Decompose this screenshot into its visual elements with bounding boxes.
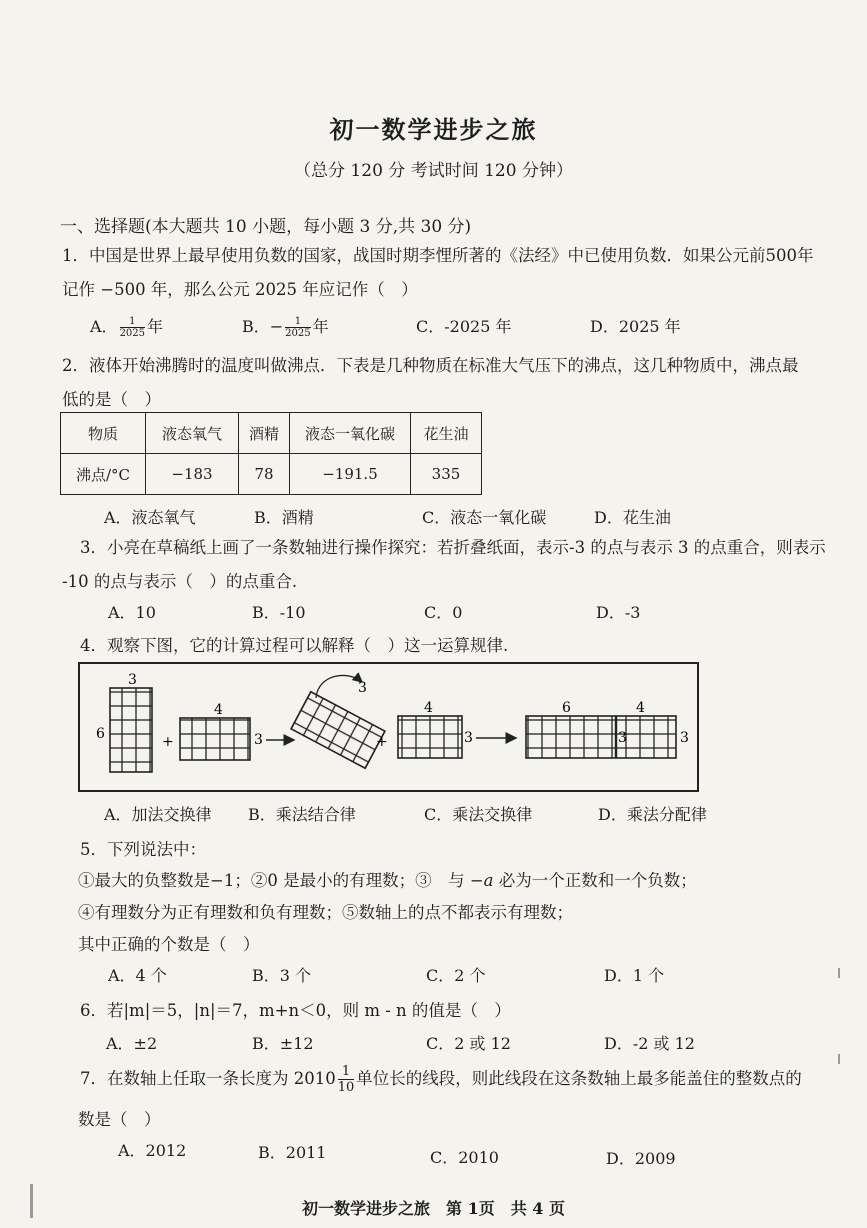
g5-top-left-label: 6 [562, 700, 571, 716]
q1-option-a-prefix: A． [90, 317, 118, 336]
q7-option-a[interactable]: A．2012 [118, 1141, 187, 1160]
q5-option-a[interactable]: A．4 个 [108, 966, 167, 985]
q3-option-d[interactable]: D．-3 [596, 603, 641, 622]
q1-option-c[interactable]: C．-2025 年 [416, 317, 512, 336]
table-cell: 78 [239, 454, 290, 495]
table-cell: 花生油 [411, 413, 482, 454]
grid-3x6 [110, 688, 152, 772]
grid-diagram [80, 664, 697, 790]
q5-statement-part: 必为一个正数和一个负数； [493, 871, 697, 890]
grid-rotated [291, 692, 385, 769]
q1-option-b-prefix: B．− [242, 317, 284, 336]
q1-option-a-suffix: 年 [147, 317, 164, 336]
grid-4x3 [398, 716, 462, 758]
q1-stem-line1: 1．中国是世界上最早使用负数的国家，战国时期李悝所著的《法经》中已使用负数．如果公元前500年 [62, 246, 814, 265]
q2-stem-line2: 低的是（ ） [62, 390, 161, 409]
q1-stem-line2: 记作 −500 年，那么公元 2025 年应记作（ ） [62, 280, 418, 299]
g5-mid-label: 3 [618, 730, 627, 746]
table-cell: 酒精 [239, 413, 290, 454]
page-footer: 初一数学进步之旅 第 1页 共 4 页 [302, 1199, 565, 1218]
q4-option-c[interactable]: C．乘法交换律 [424, 805, 533, 824]
q1-option-d[interactable]: D．2025 年 [590, 317, 681, 336]
q5-variable: −a [469, 871, 494, 890]
grid-4x3 [180, 718, 250, 760]
q5-stem-line4: 其中正确的个数是（ ） [78, 935, 260, 954]
table-cell: 沸点/°C [61, 454, 146, 495]
table-cell: −183 [146, 454, 239, 495]
q1-option-b[interactable] [242, 314, 329, 339]
q3-option-a[interactable]: A．10 [108, 603, 156, 622]
g4-side-label: 3 [464, 730, 473, 746]
q7-stem-line1 [80, 1064, 802, 1095]
g5-top-right-label: 4 [636, 700, 645, 716]
g4-top-label: 4 [424, 700, 433, 716]
g2-top-label: 4 [214, 702, 223, 718]
q2-option-c[interactable]: C．液态一氧化碳 [422, 508, 547, 527]
scan-mark [838, 968, 840, 978]
table-row [61, 454, 482, 495]
q4-figure [78, 662, 699, 792]
q5-statement-part: ①最大的负整数是−1；②0 是最小的有理数；③ 与 [78, 871, 470, 890]
scan-mark [30, 1184, 33, 1218]
plus-sign: + [162, 734, 174, 750]
q6-option-b[interactable]: B．±12 [252, 1034, 314, 1053]
q7-fraction: $\frac{1}{10}$ [337, 1064, 355, 1095]
q5-stem-line1: 5．下列说法中： [80, 840, 206, 859]
q4-option-a[interactable]: A．加法交换律 [104, 805, 212, 824]
table-cell: 液态氧气 [146, 413, 239, 454]
table-cell: 液态一氧化碳 [290, 413, 411, 454]
q5-option-b[interactable]: B．3 个 [252, 966, 312, 985]
q3-option-b[interactable]: B．-10 [252, 603, 306, 622]
table-row [61, 413, 482, 454]
q7-option-d[interactable]: D．2009 [606, 1149, 676, 1168]
q1-option-a[interactable] [90, 314, 163, 339]
q5-option-c[interactable]: C．2 个 [426, 966, 486, 985]
q1-option-b-suffix: 年 [312, 317, 329, 336]
q3-stem-line2: -10 的点与表示（ ）的点重合. [62, 572, 298, 591]
q6-option-d[interactable]: D．-2 或 12 [604, 1034, 695, 1053]
g5-side-label: 3 [680, 730, 689, 746]
q2-option-b[interactable]: B．酒精 [254, 508, 314, 527]
page-title: 初一数学进步之旅 [329, 115, 538, 144]
q5-stem-line2 [78, 867, 697, 891]
q6-option-a[interactable]: A．±2 [106, 1034, 158, 1053]
q1-option-b-fraction: $\frac{1}{2025}$ [285, 316, 311, 339]
q7-option-c[interactable]: C．2010 [430, 1148, 499, 1167]
section-heading: 一、选择题(本大题共 10 小题，每小题 3 分,共 30 分) [60, 217, 472, 237]
q6-option-c[interactable]: C．2 或 12 [426, 1034, 511, 1053]
plus-sign: + [376, 734, 388, 750]
g1-top-label: 3 [128, 672, 137, 688]
scan-mark [838, 1054, 840, 1064]
q5-option-d[interactable]: D．1 个 [604, 966, 665, 985]
q4-stem-line1: 4．观察下图，它的计算过程可以解释（ ）这一运算规律. [80, 636, 509, 655]
q3-stem-line1: 3．小亮在草稿纸上画了一条数轴进行操作探究：若折叠纸面，表示-3 的点与表示 3 的点重合，则表示 [80, 538, 826, 557]
table-cell: −191.5 [290, 454, 411, 495]
g3-top-label: 3 [358, 680, 367, 696]
q3-option-c[interactable]: C．0 [424, 603, 463, 622]
rotation-arrow [316, 675, 362, 698]
table-cell: 335 [411, 454, 482, 495]
q6-stem-line1: 6．若|m|＝5，|n|＝7，m+n＜0，则 m - n 的值是（ ） [80, 1001, 511, 1020]
table-cell: 物质 [61, 413, 146, 454]
q1-option-a-fraction: $\frac{1}{2025}$ [119, 316, 146, 339]
q7-stem-line2: 数是（ ） [78, 1110, 161, 1129]
page-subtitle: （总分 120 分 考试时间 120 分钟） [294, 161, 573, 181]
q2-option-a[interactable]: A．液态氧气 [104, 508, 196, 527]
q5-stem-line3: ④有理数分为正有理数和负有理数；⑤数轴上的点不都表示有理数； [78, 903, 573, 922]
q4-option-b[interactable]: B．乘法结合律 [248, 805, 356, 824]
grid-10x3 [526, 716, 676, 758]
q2-option-d[interactable]: D．花生油 [594, 508, 671, 527]
q7-option-b[interactable]: B．2011 [258, 1143, 327, 1162]
g1-side-label: 6 [96, 726, 105, 742]
q7-stem-part: 7．在数轴上任取一条长度为 2010 [80, 1069, 336, 1088]
q2-stem-line1: 2．液体开始沸腾时的温度叫做沸点．下表是几种物质在标准大气压下的沸点，这几种物质中，沸点最 [62, 356, 799, 375]
q4-option-d[interactable]: D．乘法分配律 [598, 805, 707, 824]
boiling-point-table [60, 412, 482, 495]
g2-side-label: 3 [254, 732, 263, 748]
q7-stem-part: 单位长的线段，则此线段在这条数轴上最多能盖住的整数点的 [356, 1069, 802, 1088]
